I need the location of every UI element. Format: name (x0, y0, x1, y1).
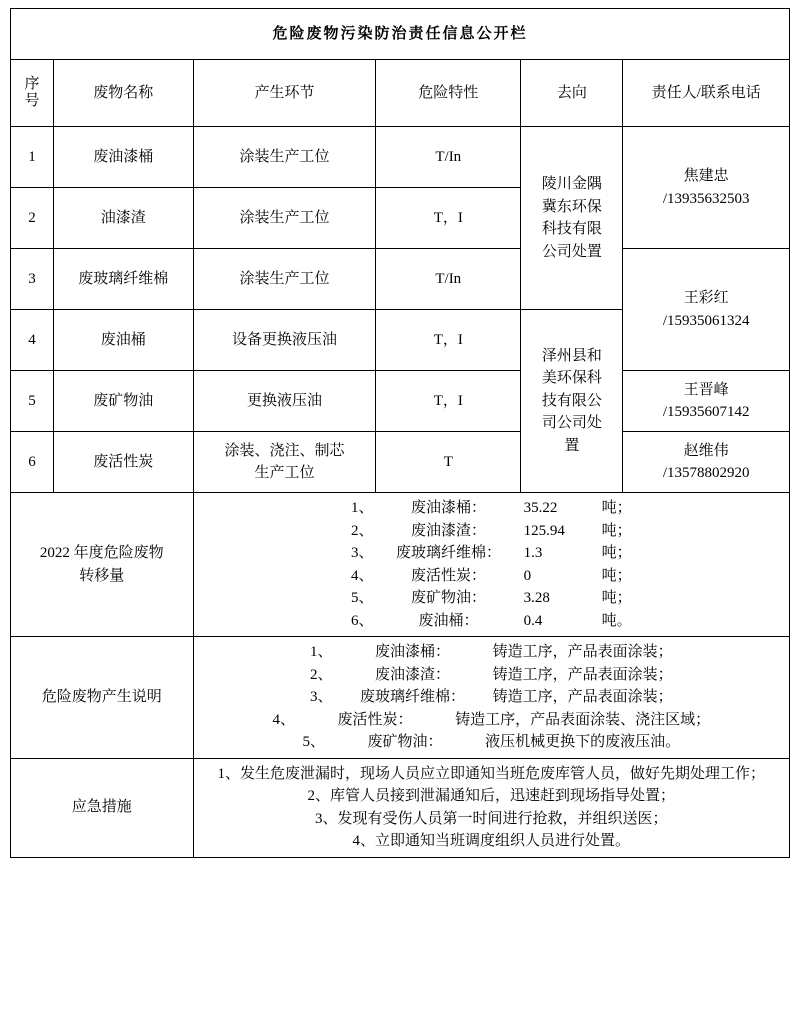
column-header-stage: 产生环节 (193, 60, 376, 127)
generation-line: 4、 废活性炭： 铸造工序，产品表面涂装、浇注区域； (272, 711, 711, 728)
generation-line: 5、 废矿物油： 液压机械更换下的废液压油。 (302, 734, 681, 750)
column-header-hazard: 危险特性 (376, 60, 521, 127)
cell-hazard: T，I (376, 310, 521, 371)
section-body-emergency (193, 758, 789, 857)
cell-seq: 1 (11, 127, 54, 188)
transfer-line: 3、 废玻璃纤维棉： 1.3 吨； (351, 545, 632, 561)
cell-hazard: T，I (376, 188, 521, 249)
cell-hazard: T/In (376, 249, 521, 310)
emergency-line: 1、发生危废泄漏时，现场人员应立即通知当班危废库管人员，做好先期处理工作； (217, 765, 766, 782)
emergency-line: 3、发现有受伤人员第一时间进行抢救，并组织送医； (315, 810, 668, 827)
cell-stage: 更换液压油 (193, 371, 376, 432)
emergency-line: 4、立即通知当班调度组织人员进行处置。 (352, 833, 631, 849)
section-body-transfer (193, 493, 789, 637)
generation-line: 3、 废玻璃纤维棉： 铸造工序，产品表面涂装； (310, 689, 673, 705)
table-row (11, 371, 790, 432)
cell-stage: 设备更换液压油 (193, 310, 376, 371)
transfer-line: 4、 废活性炭： 0 吨； (351, 567, 632, 584)
section-label-generation: 危险废物产生说明 (11, 637, 194, 759)
cell-stage: 涂装生产工位 (193, 188, 376, 249)
cell-waste-name: 油漆渣 (53, 188, 193, 249)
generation-line: 1、 废油漆桶： 铸造工序，产品表面涂装； (310, 644, 673, 660)
cell-waste-name: 废油桶 (53, 310, 193, 371)
cell-seq: 3 (11, 249, 54, 310)
section-emergency-row (11, 758, 790, 857)
cell-person-1: 焦建忠 /13935632503 (623, 127, 790, 249)
column-header-destination: 去向 (521, 60, 623, 127)
table-row (11, 432, 790, 493)
section-body-generation (193, 637, 789, 759)
transfer-line: 6、 废油桶： 0.4 吨。 (351, 612, 632, 629)
page-title: 危险废物污染防治责任信息公开栏 (11, 9, 790, 60)
transfer-line: 1、 废油漆桶： 35.22 吨； (351, 500, 632, 516)
cell-person-3: 王晋峰 /15935607142 (623, 371, 790, 432)
cell-seq: 5 (11, 371, 54, 432)
table-header-row (11, 60, 790, 127)
cell-seq: 4 (11, 310, 54, 371)
cell-seq: 2 (11, 188, 54, 249)
title-row (11, 9, 790, 60)
cell-waste-name: 废矿物油 (53, 371, 193, 432)
cell-stage: 涂装、浇注、制芯 生产工位 (193, 432, 376, 493)
cell-stage: 涂装生产工位 (193, 127, 376, 188)
info-disclosure-table (10, 8, 790, 858)
transfer-line: 5、 废矿物油： 3.28 吨； (351, 590, 632, 606)
cell-destination-1: 陵川金隅 冀东环保 科技有限 公司处置 (521, 127, 623, 310)
section-label-emergency: 应急措施 (11, 758, 194, 857)
column-header-seq: 序 号 (11, 60, 54, 127)
cell-seq: 6 (11, 432, 54, 493)
cell-hazard: T (376, 432, 521, 493)
cell-hazard: T/In (376, 127, 521, 188)
generation-line: 2、 废油漆渣： 铸造工序，产品表面涂装； (310, 666, 673, 683)
cell-hazard: T，I (376, 371, 521, 432)
column-header-waste-name: 废物名称 (53, 60, 193, 127)
section-transfer-row (11, 493, 790, 637)
cell-waste-name: 废活性炭 (53, 432, 193, 493)
emergency-line: 2、库管人员接到泄漏通知后，迅速赶到现场指导处置； (307, 788, 676, 804)
table-row (11, 249, 790, 310)
cell-waste-name: 废玻璃纤维棉 (53, 249, 193, 310)
table-row (11, 127, 790, 188)
section-generation-row (11, 637, 790, 759)
cell-destination-2: 泽州县和 美环保科 技有限公 司公司处 置 (521, 310, 623, 493)
cell-person-2: 王彩红 /15935061324 (623, 249, 790, 371)
section-label-transfer: 2022 年度危险废物 转移量 (11, 493, 194, 637)
cell-person-4: 赵维伟 /13578802920 (623, 432, 790, 493)
transfer-line: 2、 废油漆渣： 125.94 吨； (351, 522, 632, 539)
cell-waste-name: 废油漆桶 (53, 127, 193, 188)
column-header-person: 责任人/联系电话 (623, 60, 790, 127)
cell-stage: 涂装生产工位 (193, 249, 376, 310)
